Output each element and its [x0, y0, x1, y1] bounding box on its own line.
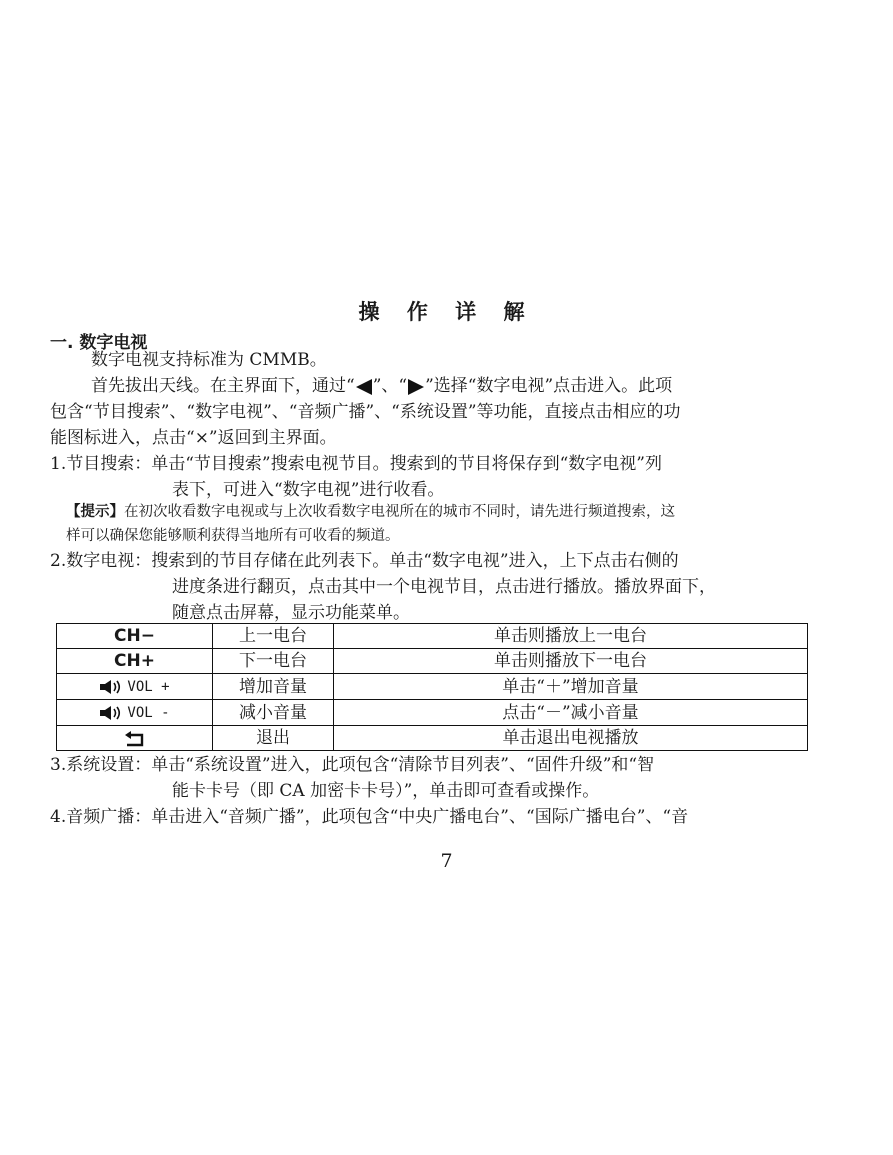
vol-up-label: VOL +: [127, 679, 170, 695]
vol-down-label: VOL -: [127, 705, 170, 721]
table-cell-name: 减小音量: [213, 700, 334, 726]
table-row: [57, 649, 808, 674]
triangle-right-icon: [408, 379, 424, 395]
item-label: 4.音频广播：: [50, 807, 152, 827]
table-cell-desc: 单击则播放下一电台: [334, 649, 808, 674]
item-digital-tv: [50, 548, 679, 574]
standard-paragraph: [91, 347, 327, 373]
item-audio-broadcast: [50, 804, 688, 830]
tip-line-2: 样可以确保您能够顺利获得当地所有可收看的频道。: [66, 528, 400, 544]
item-label: 1.节目搜索：: [50, 454, 152, 474]
item-text: 单击“系统设置”进入，此项包含“清除节目列表”、“固件升级”和“智: [151, 755, 655, 775]
section-heading: 一. 数字电视: [50, 333, 148, 353]
tip-text: 在初次收看数字电视或与上次收看数字电视所在的城市不同时，请先进行频道搜索，这: [124, 504, 675, 520]
intro-text-c: ”选择“数字电视”点击进入。此项: [425, 376, 673, 396]
table-cell-icon: [57, 700, 213, 726]
intro-line-1: [91, 373, 672, 399]
ch-plus-label: CH+: [114, 651, 155, 671]
speaker-icon: [99, 679, 123, 695]
item-program-search-cont: 表下，可进入“数字电视”进行收看。: [172, 480, 445, 500]
table-cell-name: 增加音量: [213, 674, 334, 700]
page-title: 操 作 详 解: [358, 300, 535, 324]
table-row: [57, 624, 808, 649]
intro-text-a: 首先拔出天线。在主界面下，通过“: [91, 376, 355, 396]
page-number: 7: [440, 850, 453, 872]
item-program-search: [50, 451, 662, 477]
item-system-settings-cont: 能卡卡号（即 CA 加密卡卡号）”，单击即可查看或操作。: [172, 781, 600, 801]
table-row: [57, 700, 808, 726]
return-icon: [124, 731, 146, 747]
tip-line-1: [66, 500, 675, 524]
table-cell-desc: 点击“－”减小音量: [334, 700, 808, 726]
standard-text: 数字电视支持标准为 CMMB。: [91, 350, 327, 370]
table-cell-desc: 单击退出电视播放: [334, 726, 808, 751]
item-system-settings: [50, 752, 654, 778]
table-cell-name: 上一电台: [213, 624, 334, 649]
item-digital-tv-cont-1: 进度条进行翻页，点击其中一个电视节目，点击进行播放。播放界面下，: [172, 577, 716, 597]
speaker-icon: [99, 705, 123, 721]
function-table: [56, 623, 808, 751]
item-label: 3.系统设置：: [50, 755, 152, 775]
item-text: 单击“节目搜索”搜索电视节目。搜索到的节目将保存到“数字电视”列: [151, 454, 662, 474]
item-text: 搜索到的节目存储在此列表下。单击“数字电视”进入，上下点击右侧的: [151, 551, 679, 571]
item-text: 单击进入“音频广播”，此项包含“中央广播电台”、“国际广播电台”、“音: [151, 807, 689, 827]
table-cell-name: 退出: [213, 726, 334, 751]
table-row: [57, 726, 808, 751]
table-cell-icon: [57, 726, 213, 751]
table-cell-icon: [57, 674, 213, 700]
table-row: [57, 674, 808, 700]
table-cell-icon: [57, 624, 213, 649]
ch-minus-label: CH−: [114, 626, 155, 646]
table-cell-desc: 单击“＋”增加音量: [334, 674, 808, 700]
table-cell-desc: 单击则播放上一电台: [334, 624, 808, 649]
intro-line-3: 能图标进入，点击“×”返回到主界面。: [50, 428, 337, 448]
tip-label: 【提示】: [66, 504, 124, 520]
item-digital-tv-cont-2: 随意点击屏幕，显示功能菜单。: [172, 603, 410, 623]
intro-line-2: 包含“节目搜索”、“数字电视”、“音频广播”、“系统设置”等功能，直接点击相应的功: [50, 402, 681, 422]
table-cell-icon: [57, 649, 213, 674]
item-label: 2.数字电视：: [50, 551, 152, 571]
intro-text-b: ”、“: [372, 376, 408, 396]
triangle-left-icon: [356, 379, 372, 395]
table-cell-name: 下一电台: [213, 649, 334, 674]
